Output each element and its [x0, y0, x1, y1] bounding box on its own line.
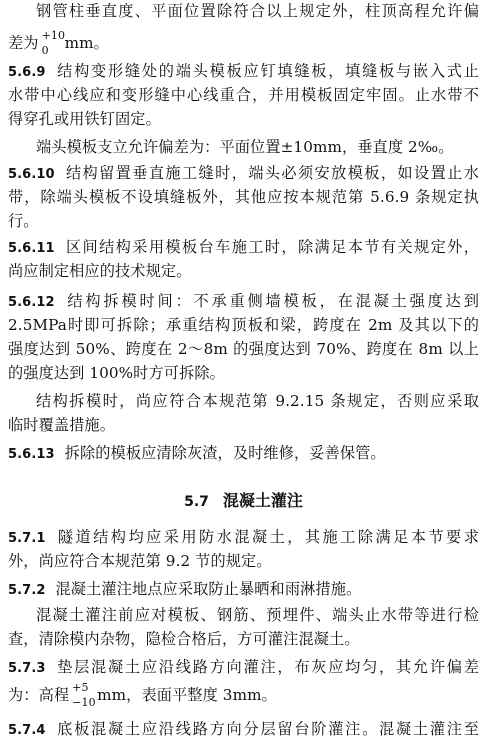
text-line: [8, 30, 479, 58]
clause-number: 5.7.3: [8, 661, 46, 676]
text-line: [36, 604, 479, 626]
line-text: 钢管柱垂直度、平面位置除符合以上规定外，柱顶高程允许偏: [36, 2, 479, 20]
tolerance-upper: +5: [72, 681, 89, 694]
line-text: 结构变形缝处的端头模板应钉填缝板，填缝板与嵌入式止: [55, 62, 479, 80]
line-text: 行。: [8, 212, 39, 230]
text-line: [8, 414, 479, 436]
clause-number: 5.6.10: [8, 167, 55, 182]
clause-number: 5.6.11: [8, 241, 55, 256]
line-text: mm。: [64, 34, 109, 52]
clause-5-6-12: [8, 290, 479, 314]
line-text: 结构拆模时，尚应符合本规范第 9.2.15 条规定，否则应采取: [36, 392, 479, 410]
line-text: 混凝土灌注地点应采取防止暴晒和雨淋措施。: [55, 580, 362, 598]
text-line: [8, 84, 479, 106]
line-text: 带，除端头模板不设填缝板外，其他应按本规范第 5.6.9 条规定执: [8, 188, 479, 206]
clause-number: 5.7.2: [8, 583, 46, 598]
text-line: [8, 314, 479, 336]
section-number: 5.7: [184, 494, 209, 510]
tolerance-lower: 0: [41, 44, 49, 57]
text-line: [8, 338, 479, 360]
section-heading: [0, 490, 487, 513]
text-line: [36, 0, 479, 22]
text-line: [8, 682, 479, 710]
line-text: 2.5MPa时即可拆除；承重结构顶板和梁，跨度在 2m 及其以下的: [8, 316, 479, 334]
line-text: 结构拆模时间：不承重侧墙模板，在混凝土强度达到: [64, 292, 479, 310]
line-text: 查，清除模内杂物，隐检合格后，方可灌注混凝土。: [8, 630, 360, 648]
line-text: 外，尚应符合本规范第 9.2 节的规定。: [8, 552, 272, 570]
line-text: 水带中心线应和变形缝中心线重合，并用模板固定牢固。止水带不: [8, 86, 479, 104]
clause-number: 5.6.13: [8, 447, 55, 462]
clause-5-6-11: [8, 236, 479, 260]
text-line: [36, 136, 479, 158]
line-text: 底板混凝土应沿线路方向分层留台阶灌注。混凝土灌注至: [55, 720, 479, 738]
text-line: [8, 362, 479, 384]
line-text: mm，表面平整度 3mm。: [97, 686, 277, 704]
tolerance-value: [70, 682, 96, 710]
line-text: 得穿孔或用铁钉固定。: [8, 110, 161, 128]
clause-5-7-2: [8, 578, 479, 602]
clause-number: 5.6.12: [8, 295, 55, 310]
line-text: 区间结构采用模板台车施工时，除满足本节有关规定外，: [64, 238, 479, 256]
line-text: 强度达到 50%、跨度在 2～8m 的强度达到 70%、跨度在 8m 以上: [8, 340, 479, 358]
clause-5-7-1: [8, 526, 479, 550]
clause-5-7-4: [8, 718, 479, 742]
clause-5-6-10: [8, 162, 479, 186]
line-text: 混凝土灌注前应对模板、钢筋、预埋件、端头止水带等进行检: [36, 606, 479, 624]
clause-number: 5.7.4: [8, 723, 46, 738]
section-title: 混凝土灌注: [222, 491, 303, 510]
line-text: 为：高程: [8, 686, 70, 704]
tolerance-value: [40, 30, 64, 58]
line-text: 临时覆盖措施。: [8, 416, 116, 434]
tolerance-lower: −10: [72, 696, 96, 709]
text-line: [8, 186, 479, 208]
line-text: 垫层混凝土应沿线路方向灌注，布灰应均匀，其允许偏差: [55, 658, 479, 676]
clause-5-6-13: [8, 442, 479, 466]
line-text: 端头模板支立允许偏差为：平面位置±10mm，垂直度 2‰。: [36, 138, 454, 156]
line-text: 拆除的模板应清除灰渣，及时维修，妥善保管。: [64, 444, 386, 462]
line-text: 隧道结构均应采用防水混凝土，其施工除满足本节要求: [55, 528, 479, 546]
clause-number: 5.6.9: [8, 65, 46, 80]
text-line: [8, 260, 479, 282]
line-text: 的强度达到 100%时方可拆除。: [8, 364, 225, 382]
line-text: 尚应制定相应的技术规定。: [8, 262, 192, 280]
clause-number: 5.7.1: [8, 531, 46, 546]
text-line: [8, 628, 479, 650]
clause-5-6-9: [8, 60, 479, 84]
line-text: 结构留置垂直施工缝时，端头必须安放模板，如设置止水: [64, 164, 479, 182]
text-line: [36, 390, 479, 412]
text-line: [8, 210, 479, 232]
tolerance-upper: +10: [41, 29, 66, 42]
text-line: [8, 550, 479, 572]
clause-5-7-3: [8, 656, 479, 680]
line-text: 差为: [8, 34, 39, 52]
text-line: [8, 108, 479, 130]
